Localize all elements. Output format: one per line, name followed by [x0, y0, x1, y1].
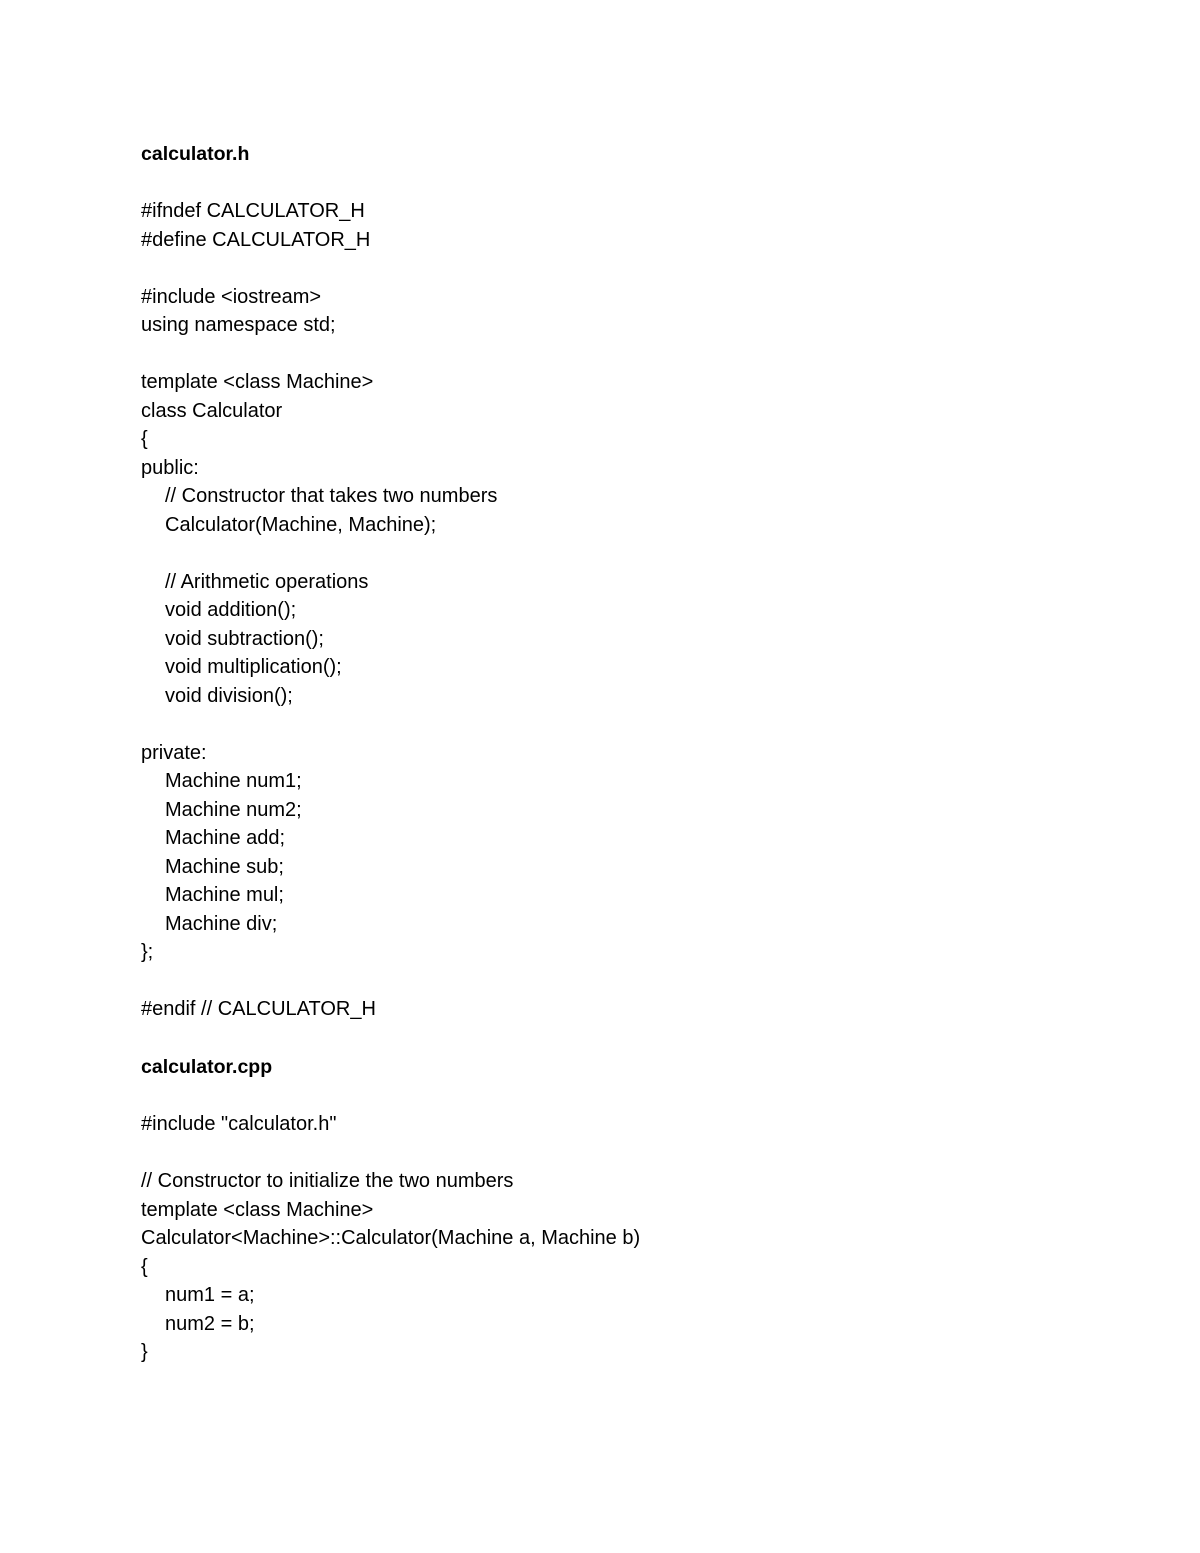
spacer [141, 169, 1121, 198]
spacer [141, 967, 1121, 996]
spacer [141, 340, 1121, 369]
source-file-title: calculator.cpp [141, 1056, 273, 1078]
code-line-open-brace: { [141, 428, 148, 450]
code-line-ifndef: #ifndef CALCULATOR_H [141, 200, 365, 222]
code-line-ops-comment: // Arithmetic operations [165, 570, 369, 593]
code-line-num1: Machine num1; [165, 770, 302, 792]
code-line-cpp-ctor-comment: // Constructor to initialize the two numbers [141, 1170, 514, 1192]
code-line-addition: void addition(); [165, 599, 297, 621]
spacer [141, 539, 1121, 568]
code-line-endif: #endif // CALCULATOR_H [141, 998, 376, 1020]
code-line-include-iostream: #include <iostream> [141, 285, 322, 308]
code-line-num2: Machine num2; [165, 798, 302, 821]
code-line-template-decl: template <class Machine> [141, 371, 374, 393]
code-line-subtraction: void subtraction(); [165, 627, 324, 650]
spacer [141, 710, 1121, 739]
code-line-cpp-open-brace: { [141, 1255, 148, 1278]
spacer [141, 1082, 1121, 1111]
code-line-div: Machine div; [165, 912, 278, 935]
code-line-define: #define CALCULATOR_H [141, 228, 371, 251]
code-line-assign-num1: num1 = a; [165, 1284, 255, 1306]
code-line-private-label: private: [141, 741, 207, 764]
code-line-cpp-close-brace: } [141, 1341, 148, 1363]
code-line-public-label: public: [141, 456, 199, 479]
code-line-close-brace: }; [141, 941, 154, 963]
header-file-title: calculator.h [141, 143, 250, 165]
code-line-using-std: using namespace std; [141, 314, 336, 336]
code-line-mul: Machine mul; [165, 884, 284, 906]
code-line-assign-num2: num2 = b; [165, 1312, 255, 1335]
code-line-multiplication: void multiplication(); [165, 656, 342, 678]
code-line-class-decl: class Calculator [141, 399, 283, 422]
spacer [141, 1024, 1121, 1054]
code-line-sub: Machine sub; [165, 855, 284, 878]
code-line-ctor-decl: Calculator(Machine, Machine); [165, 513, 437, 536]
spacer [141, 1139, 1121, 1168]
code-line-division: void division(); [165, 684, 293, 707]
code-line-include-header: #include "calculator.h" [141, 1113, 337, 1135]
spacer [141, 254, 1121, 283]
code-line-cpp-template-decl: template <class Machine> [141, 1198, 374, 1221]
code-line-ctor-comment: // Constructor that takes two numbers [165, 485, 498, 507]
code-line-ctor-def: Calculator<Machine>::Calculator(Machine a, Machine b) [141, 1227, 641, 1249]
document-content [141, 140, 1121, 1367]
code-line-add: Machine add; [165, 827, 286, 849]
